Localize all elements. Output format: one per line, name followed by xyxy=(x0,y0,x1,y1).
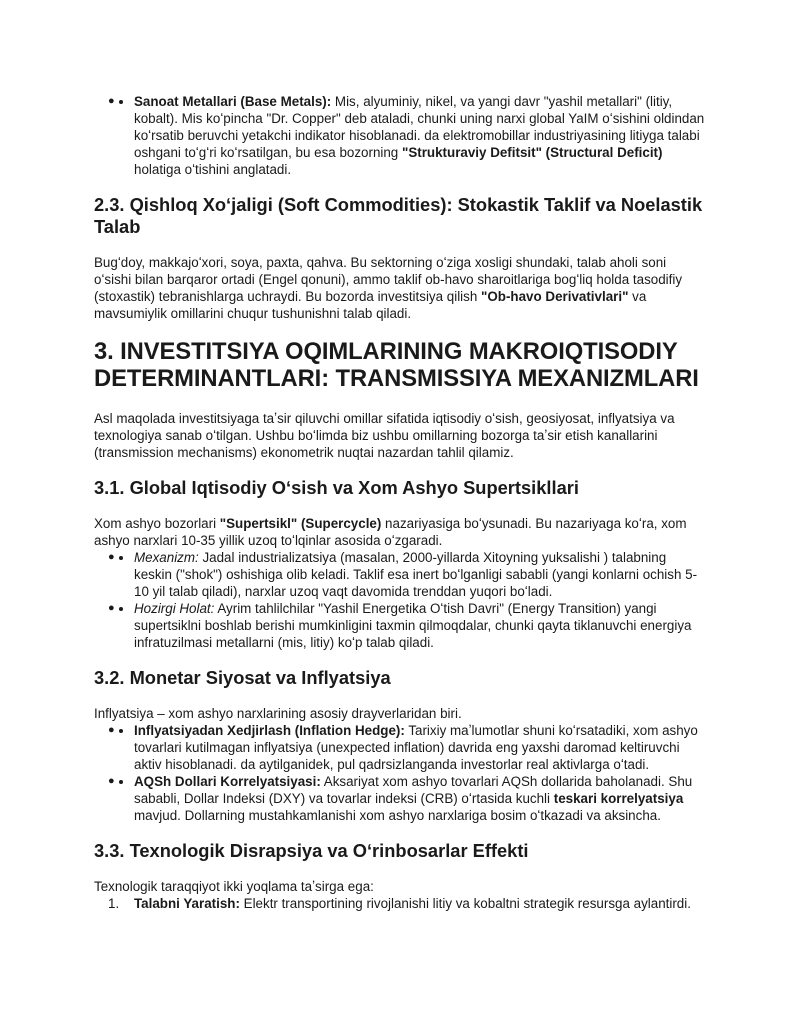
item-text: Jadal industrializatsiya (masalan, 2000-yillarda Xitoyning yuksalishi ) talabning keskin ("shok") oshishiga olib keladi. Taklif esa inert boʻlganligi sababli (yangi konlarni ochish 5-10 yil talab qiladi), narxlar uzoq vaqt davomida trenddan yuqori boʻladi. xyxy=(134,550,698,599)
list-item xyxy=(108,895,706,912)
item-label: Mexanizm: xyxy=(134,550,199,565)
item-text: Elektr transportining rivojlanishi litiy va kobaltni strategik resursga aylantirdi. xyxy=(239,896,691,911)
item-term: Talabni Yaratish: xyxy=(134,896,240,911)
item-emphasis: "Strukturaviy Defitsit" (Structural Deficit) xyxy=(401,145,663,160)
section-heading-3-2: 3.2. Monetar Siyosat va Inflyatsiya xyxy=(94,667,391,688)
list-item xyxy=(134,722,706,773)
list-item xyxy=(134,93,706,178)
paragraph: Xom ashyo bozorlari "Supertsikl" (Supercycle) nazariyasiga boʻysunadi. Bu nazariyaga koʻra, xom ashyo narxlari 10-35 yillik uzoq toʻlqinlar asosida oʻzgaradi. xyxy=(94,516,687,548)
item-text: mavjud. Dollarning mustahkamlanishi xom ashyo narxlariga bosim oʻtkazadi va aksincha. xyxy=(134,808,661,823)
item-text: holatiga oʻtishini anglatadi. xyxy=(134,162,292,177)
item-term: Sanoat Metallari (Base Metals): xyxy=(134,94,332,109)
inflation-list xyxy=(94,722,706,824)
item-number: 1. xyxy=(108,896,120,911)
section-heading-3-3: 3.3. Texnologik Disrapsiya va Oʻrinbosarlar Effekti xyxy=(94,840,529,861)
paragraph: Inflyatsiya – xom ashyo narxlarining asosiy drayverlaridan biri. xyxy=(94,706,462,721)
item-emphasis: teskari korrelyatsiya xyxy=(553,791,684,806)
paragraph: Asl maqolada investitsiyaga taʼsir qiluvchi omillar sifatida iqtisodiy oʻsish, geosiyosat, inflyatsiya va texnologiya sanab oʻtilgan. Ushbu boʻlimda biz ushbu omillarning bozorga taʼsir etish kanallarini (transmission mechanisms) ekonometrik nuqtai nazardan tahlil qilamiz. xyxy=(94,411,675,460)
item-text: Aksariyat xom ashyo tovarlari AQSh dollarida baholanadi. Shu sababli, Dollar Indeksi (DXY) va tovarlar indeksi (CRB) oʻrtasida kuchli xyxy=(134,774,693,806)
chapter-heading-3: 3. INVESTITSIYA OQIMLARINING MAKROIQTISODIY DETERMINANTLARI: TRANSMISSIYA MEXANIZMLARI xyxy=(94,338,699,392)
paragraph: Texnologik taraqqiyot ikki yoqlama taʼsirga ega: xyxy=(94,879,374,894)
item-text: Tarixiy maʼlumotlar shuni koʻrsatadiki, xom ashyo tovarlari kutilmagan inflyatsiya (unexpected inflation) davrida eng yaxshi daromad keltiruvchi aktiv hisoblanadi. da aytilganidek, pul qadrsizlanganda investorlar real aktivlarga oʻtadi. xyxy=(134,723,698,772)
item-text: Mis, alyuminiy, nikel, va yangi davr "yashil metallari" (litiy, kobalt). Mis koʻpincha "Dr. Copper" deb ataladi, chunki uning narxi global YaIM oʻsishini oldindan koʻrsatib beruvchi yetakchi indikator hisoblanadi. da elektromobillar industriyasining litiyga talabi oshgani toʻgʻri koʻrsatilgan, bu esa bozorning xyxy=(134,94,705,160)
item-label: Hozirgi Holat: xyxy=(134,601,215,616)
supercycle-list xyxy=(94,549,706,651)
base-metals-list xyxy=(94,93,706,178)
item-text: Ayrim tahlilchilar "Yashil Energetika Oʻtish Davri" (Energy Transition) yangi supertsiklni boshlab berishi mumkinligini taxmin qilmoqdalar, chunki qayta tiklanuvchi energiya infratuzilmasi metallarni (mis, litiy) koʻp talab qiladi. xyxy=(134,601,692,650)
paragraph: Bugʻdoy, makkajoʻxori, soya, paxta, qahva. Bu sektorning oʻziga xosligi shundaki, talab aholi soni oʻsishi bilan barqaror ortadi (Engel qonuni), ammo taklif ob-havo sharoitlariga bogʻliq holda tasodifiy (stoxastik) tebranishlarga uchraydi. Bu bozorda investitsiya qilish "Ob-havo Derivativlari" va mavsumiylik omillarini chuqur tushunishni talab qiladi. xyxy=(94,255,683,321)
item-term: AQSh Dollari Korrelyatsiyasi: xyxy=(134,774,321,789)
item-term: Inflyatsiyadan Xedjirlash (Inflation Hedge): xyxy=(134,723,405,738)
section-heading-2-3: 2.3. Qishloq Xoʻjaligi (Soft Commodities): Stokastik Taklif va Noelastik Talab xyxy=(94,194,703,237)
list-item xyxy=(134,773,706,824)
page-content xyxy=(94,93,706,912)
list-item xyxy=(134,549,706,600)
list-item xyxy=(134,600,706,651)
section-heading-3-1: 3.1. Global Iqtisodiy Oʻsish va Xom Ashyo Supertsikllari xyxy=(94,477,579,498)
technology-list xyxy=(94,895,706,912)
